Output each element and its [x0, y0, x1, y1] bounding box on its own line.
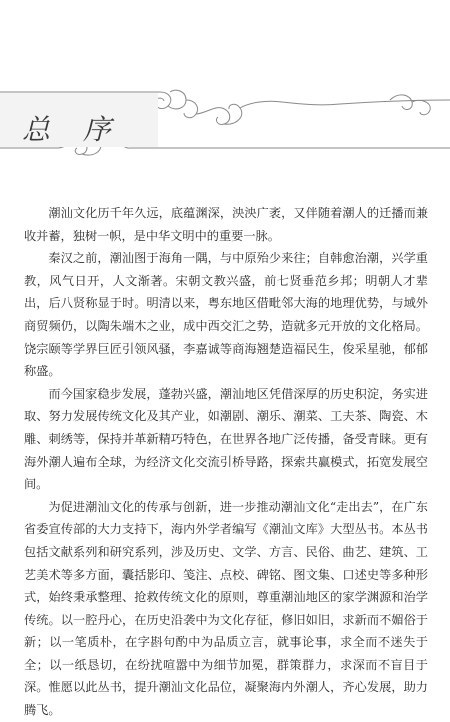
preface-body	[24, 202, 428, 722]
paragraph: 潮汕文化历千年久远，底蕴渊深，泱泱广袤，又伴随着潮人的迁播而兼收并蓄，独树一帜，是中华文明中的重要一脉。	[24, 206, 428, 243]
paragraph: 为促进潮汕文化的传承与创新，进一步推动潮汕文化“走出去”，在广东省委宣传部的大力支持下，海内外学者编写《潮汕文库》大型丛书。本丛书包括文献系列和研究系列，涉及历史、文学、方言、民俗、曲艺、建筑、工艺美术等多方面，囊括影印、笺注、点校、碑铭、图文集、口述史等多种形式，始终秉承整理、抢救传统文化的原则，尊重潮汕地区的家学渊源和治学传统。以一腔丹心，在历史沿袭中为文化存征，修旧如旧，求新而不媚俗于新；以一笔质朴，在字斟句酌中为品质立言，就事论事，求全而不迷失于全；以一纸恳切，在纷扰喧嚣中为细节加冕，群策群力，求深而不盲目于深。惟愿以此丛书，提升潮汕文化品位，凝聚海内外潮人，齐心发展，助力腾飞。	[24, 499, 428, 718]
paragraph: 秦汉之前，潮汕图于海角一隅，与中原殆少来往；自韩愈治潮，兴学重教，风气日开，人文渐著。宋朝文教兴盛，前七贤垂范乡邦；明朝人才辈出，后八贤称显于时。明清以来，粤东地区借毗邻大海的地理优势，与域外商贸频仍，以陶朱端木之业，成中西交汇之势，造就多元开放的文化格局。饶宗颐等学界巨匠引领风骚，李嘉诚等商海翘楚造福民生，俊采星驰，郁郁称盛。	[24, 251, 428, 379]
page-title: 总 序	[22, 113, 123, 146]
paragraph: 而今国家稳步发展，蓬勃兴盛，潮汕地区凭借深厚的历史积淀，务实进取、努力发展传统文化及其产业，如潮剧、潮乐、潮菜、工夫茶、陶瓷、木雕、刺绣等，保持并革新精巧特色，在世界各地广泛传播，备受青睐。更有海外潮人遍布全球，为经济文化交流引桥导路，探索共赢模式，拓宽发展空间。	[24, 386, 428, 492]
